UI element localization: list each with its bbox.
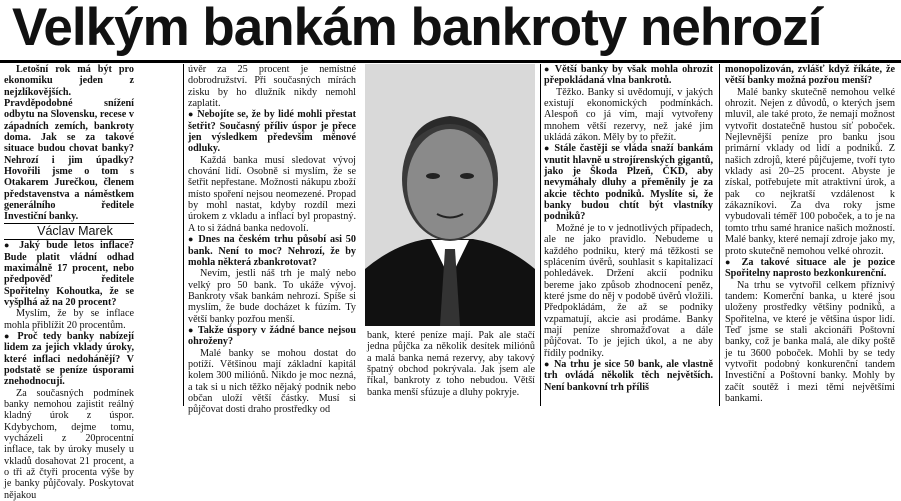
article-paragraph: Těžko. Banky si uvědomují, v jakých existují ekonomických podmínkách. Alespoň co já vím, mají vytvořeny mnohem větší rezervy, než jaké jim ukládá zákon. Měly by to přežít. [544, 86, 713, 144]
article-paragraph: Malé banky skutečně nemohou velké ohrozit. Nejen z důvodů, o kterých jsem mluvil, ale také proto, že nemají možnost vytvořit dostatečně hustou síť poboček. Nejlevnější peníze pro banku jsou primární vklady od lidí a podniků. Z našich zdrojů, které půjčujeme, tvoří tyto vklady asi 20–25 procent. Abyste je získal, potřebujete mít atraktivní úrok, a pak co nejkratší vzdálenost k zákazníkovi. Za dva roky jsme vybudovali téměř 100 poboček, a to je na tomto trhu samé hranice našich možností. Malé banky, které nemají zdroje jako my, proto skutečně nemohou velké ohrozit. [725, 86, 895, 257]
article-paragraph: úvěr za 25 procent je nemístné dobrodružství. Při současných mírách zisku by ho dlužník nikdy nemohl zaplatit. [188, 64, 356, 110]
column-3 [367, 330, 535, 406]
column-divider [540, 64, 541, 406]
headline-rule [0, 60, 901, 63]
interview-question: ● Stále častěji se vláda snaží bankám vnutit hlavně u strojírenských gigantů, jako je Škoda Plzeň, ČKD, aby nevymáhaly dluhy a přeměnily je za akcie těchto podniků. Myslíte si, že banky budou chtít být vlastníky podniků? [544, 143, 713, 222]
portrait-illustration [365, 64, 535, 326]
article-paragraph: Nevím, jestli náš trh je malý nebo velký pro 50 bank. To ukáže vývoj. Bankroty však bankám nehrozí. Spíše si myslím, že bude docházet k fúzím. Ty větší banky pozřou menší. [188, 268, 356, 325]
column-1 [4, 64, 135, 501]
article-paragraph: Každá banka musí sledovat vývoj chování lidí. Osobně si myslím, že se šetřit nepřestane. Možnosti nákupu zboží místo spoření nejsou neomezené. Propad by mohl nastat, kdyby rozdíl mezi úrokem z vkladu a inflací byl propastný. A to si žádná banka nedovolí. [188, 154, 356, 234]
author-byline: Václav Marek [4, 223, 134, 240]
article-paragraph: bank, které peníze mají. Pak ale stačí jedna půjčka za několik desítek miliónů a malá banka nemá rezervy, aby takový špatný obchod pokrývala. Jak jsem ale říkal, bankroty z toho nebudou. Větší banka menší sfúzuje a dluhy pokryje. [367, 330, 535, 398]
interview-question: ● Nebojíte se, že by lidé mohli přestat šetřit? Současný příliv úspor je přece jen výsledkem především měnové odluky. [188, 109, 356, 154]
column-5 [725, 64, 895, 406]
article-paragraph: Na trhu se vytvořil celkem příznivý tandem: Komerční banka, u které jsou uloženy prostředky většiny podniků, a Spořitelna, ve které je většina úspor lidí. Teď jsme se stali akcionáři Poštovní banky, což je banka malá, ale díky poště je tu 3600 poboček. Mohli by se tedy vytvořit podobný konkurenční tandem Investiční a Poštovní banky. Mohly by začít soutěž i mezi těmi největšími bankami. [725, 279, 895, 404]
portrait-photo [365, 64, 535, 326]
article-paragraph: Myslím, že by se inflace mohla přiblížit 20 procentům. [4, 308, 134, 331]
headline: Velkým bankám bankroty nehrozí [12, 0, 822, 57]
column-divider [183, 64, 184, 406]
article-paragraph: monopolizován, zvlášť když říkáte, že větší banky možná pozřou menší? [725, 64, 895, 87]
column-divider [719, 64, 720, 406]
article-paragraph: Malé banky se mohou dostat do potíží. Většinou mají základní kapitál kolem 300 miliónů. Nikdo je moc nezná, a tak si u nich těžko nějaký podnik nebo občan uloží větší částky. Musí si půjčovat dosti draho prostředky od [188, 347, 356, 416]
article-paragraph: Letošní rok má být pro ekonomiku jeden z nejzlíkovějších. Pravděpodobné snížení odbytu na Slovensku, recese v západních zemích, bankroty doma. Jak se za takové situace budou chovat banky? Nehrozí i jim úpadky? Hovořili jsme o tom s Otakarem Jurečkou, členem představenstva a náměstkem generálního ředitele Investiční banky. [4, 64, 134, 223]
interview-question: ● Takže úspory v žádné bance nejsou ohroženy? [188, 325, 356, 348]
column-4 [544, 64, 713, 406]
article-paragraph: Za současných podmínek banky nemohou zajistit reálný kladný úrok z úspor. Kdybychom, dejme tomu, vycházeli z 20procentní inflace, tak by úroky musely u vkladů dosahovat 21 procent, a o tři až čtyři procenta výše by je banky půjčovaly. Poskytovat nějakou [4, 387, 134, 501]
interview-question: ● Za takové situace ale je pozice Spořitelny naprosto bezkonkurenční. [725, 257, 895, 280]
article-paragraph: Možné je to v jednotlivých případech, ale ne jako pravidlo. Nebudeme u každého podniku, který má těžkosti se splácením úvěrů, souhlasit s kapitalizací pohledávek. Držení akcií podniku bereme jako způsob zhodnocení peněz, které jsme do něj v podobě úvěrů vložili. Předpokládám, že až se podniky vzpamatují, akcie asi prodáme. Banky mají peníze shromažďovat a dále půjčovat. To je jejich úkol, a ne aby řídily podniky. [544, 222, 713, 359]
interview-question: ● Dnes na českém trhu působí asi 50 bank. Není to moc? Nehrozí, že by mohla některá zbankrotovat? [188, 234, 356, 268]
interview-question: ● Jaký bude letos inflace? Bude platit vládní odhad maximálně 17 procent, nebo předpověď ředitele Spořitelny Kohoutka, že se vyšplhá až na 20 procent? [4, 240, 134, 308]
interview-question: ● Proč tedy banky nabízejí lidem za jejich vklady úroky, které inflaci nedohánějí? V podstatě se peníze úsporami znehodnocují. [4, 331, 134, 388]
column-2 [188, 64, 357, 416]
interview-question: ● Větší banky by však mohla ohrozit přepokládaná vlna bankrotů. [544, 64, 713, 87]
interview-question: ● Na trhu je sice 50 bank, ale vlastně trh ovládá několik těch největších. Není bankovní trh příliš [544, 359, 713, 393]
